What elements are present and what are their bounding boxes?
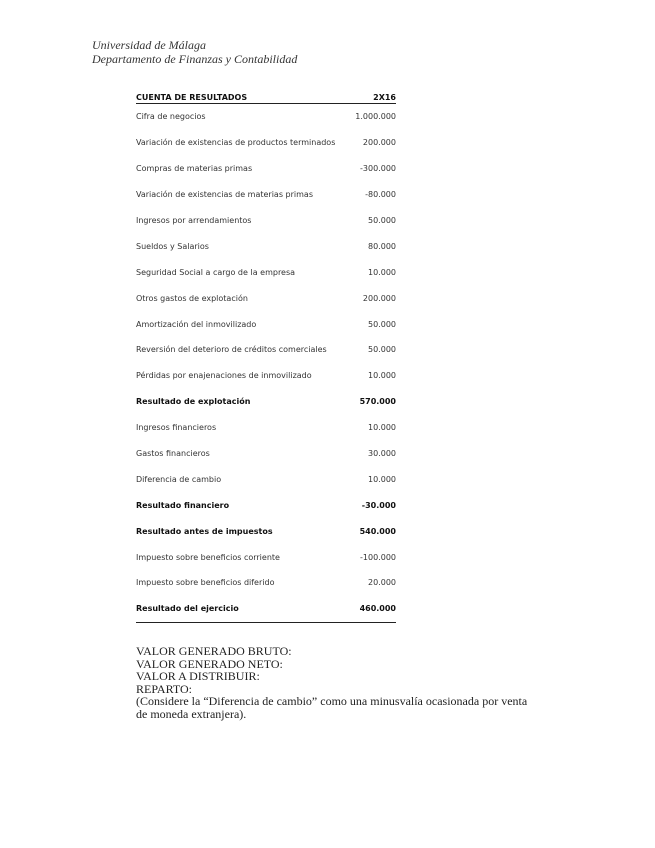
row-value: 200.000 (362, 293, 396, 303)
table-row (136, 389, 396, 415)
question-note-line2: de moneda extranjera). (136, 706, 247, 721)
row-label: Variación de existencias de materias primas (136, 190, 313, 200)
table-header-row (136, 91, 396, 104)
row-value: -30.000 (361, 500, 396, 510)
question-gross-value: VALOR GENERADO BRUTO: (136, 644, 292, 658)
row-value: 50.000 (368, 345, 396, 355)
question-distribute-value: VALOR A DISTRIBUIR: (136, 669, 260, 684)
income-statement-table (136, 91, 396, 623)
table-row (136, 104, 396, 130)
row-value: 10.000 (368, 474, 396, 484)
table-row (136, 285, 396, 311)
row-label: Amortización del inmovilizado (136, 319, 257, 329)
row-value: 50.000 (368, 216, 396, 225)
row-label: Cifra de negocios (136, 112, 206, 122)
row-label: Impuesto sobre beneficios diferido (136, 578, 275, 588)
row-value: 50.000 (368, 319, 396, 329)
table-row (136, 130, 396, 156)
question-net-value: VALOR GENERADO NETO: (136, 656, 283, 671)
table-row (136, 492, 396, 518)
university-name: Universidad de Málaga (92, 38, 206, 52)
row-label: Gastos financieros (136, 449, 210, 459)
row-label: Ingresos financieros (136, 423, 217, 433)
row-label: Seguridad Social a cargo de la empresa (136, 267, 296, 277)
row-label: Resultado de explotación (136, 397, 251, 407)
row-label: Reversión del deterioro de créditos comerciales (136, 345, 327, 355)
table-row (136, 156, 396, 182)
table-row (136, 259, 396, 285)
question-note-line1: (Considere la “Diferencia de cambio” como una minusvalía ocasionada por venta (136, 694, 528, 709)
row-label: Variación de existencias de productos terminados (136, 138, 336, 148)
table-row (136, 570, 396, 596)
row-value: 10.000 (368, 267, 396, 277)
row-label: Resultado del ejercicio (136, 604, 239, 614)
row-label: Ingresos por arrendamientos (136, 216, 252, 225)
table-row (136, 466, 396, 492)
row-value: 30.000 (368, 449, 396, 459)
row-value: 570.000 (359, 397, 396, 407)
row-value: 10.000 (368, 371, 396, 381)
table-row (136, 363, 396, 389)
table-row (136, 596, 396, 623)
row-label: Otros gastos de explotación (136, 293, 248, 303)
row-label: Pérdidas por enajenaciones de inmovilizado (136, 371, 312, 381)
table-row (136, 208, 396, 234)
table-row (136, 337, 396, 363)
row-value: -300.000 (360, 164, 396, 174)
row-value: 10.000 (368, 423, 396, 433)
department-name: Departamento de Finanzas y Contabilidad (92, 52, 298, 66)
questions-block (136, 645, 576, 721)
row-label: Resultado financiero (136, 500, 230, 510)
row-value: -80.000 (365, 190, 396, 200)
row-value: 1.000.000 (355, 112, 396, 122)
row-value: 540.000 (359, 526, 396, 536)
table-body (136, 104, 396, 623)
table-row (136, 518, 396, 544)
row-value: 20.000 (368, 578, 396, 588)
row-value: 460.000 (359, 604, 396, 614)
table-row (136, 544, 396, 570)
row-label: Impuesto sobre beneficios corriente (136, 552, 280, 562)
document-header (92, 38, 297, 66)
table-row (136, 233, 396, 259)
row-label: Compras de materias primas (136, 164, 253, 174)
row-label: Sueldos y Salarios (136, 241, 209, 251)
table-row (136, 182, 396, 208)
table-row (136, 311, 396, 337)
question-distribution: REPARTO: (136, 681, 192, 696)
table-year: 2X16 (373, 92, 396, 102)
row-label: Diferencia de cambio (136, 474, 222, 484)
table-title: CUENTA DE RESULTADOS (136, 92, 248, 102)
row-value: -100.000 (360, 552, 396, 562)
table-row (136, 441, 396, 467)
row-value: 200.000 (362, 138, 396, 148)
row-label: Resultado antes de impuestos (136, 526, 273, 536)
table-row (136, 415, 396, 441)
row-value: 80.000 (368, 241, 396, 251)
